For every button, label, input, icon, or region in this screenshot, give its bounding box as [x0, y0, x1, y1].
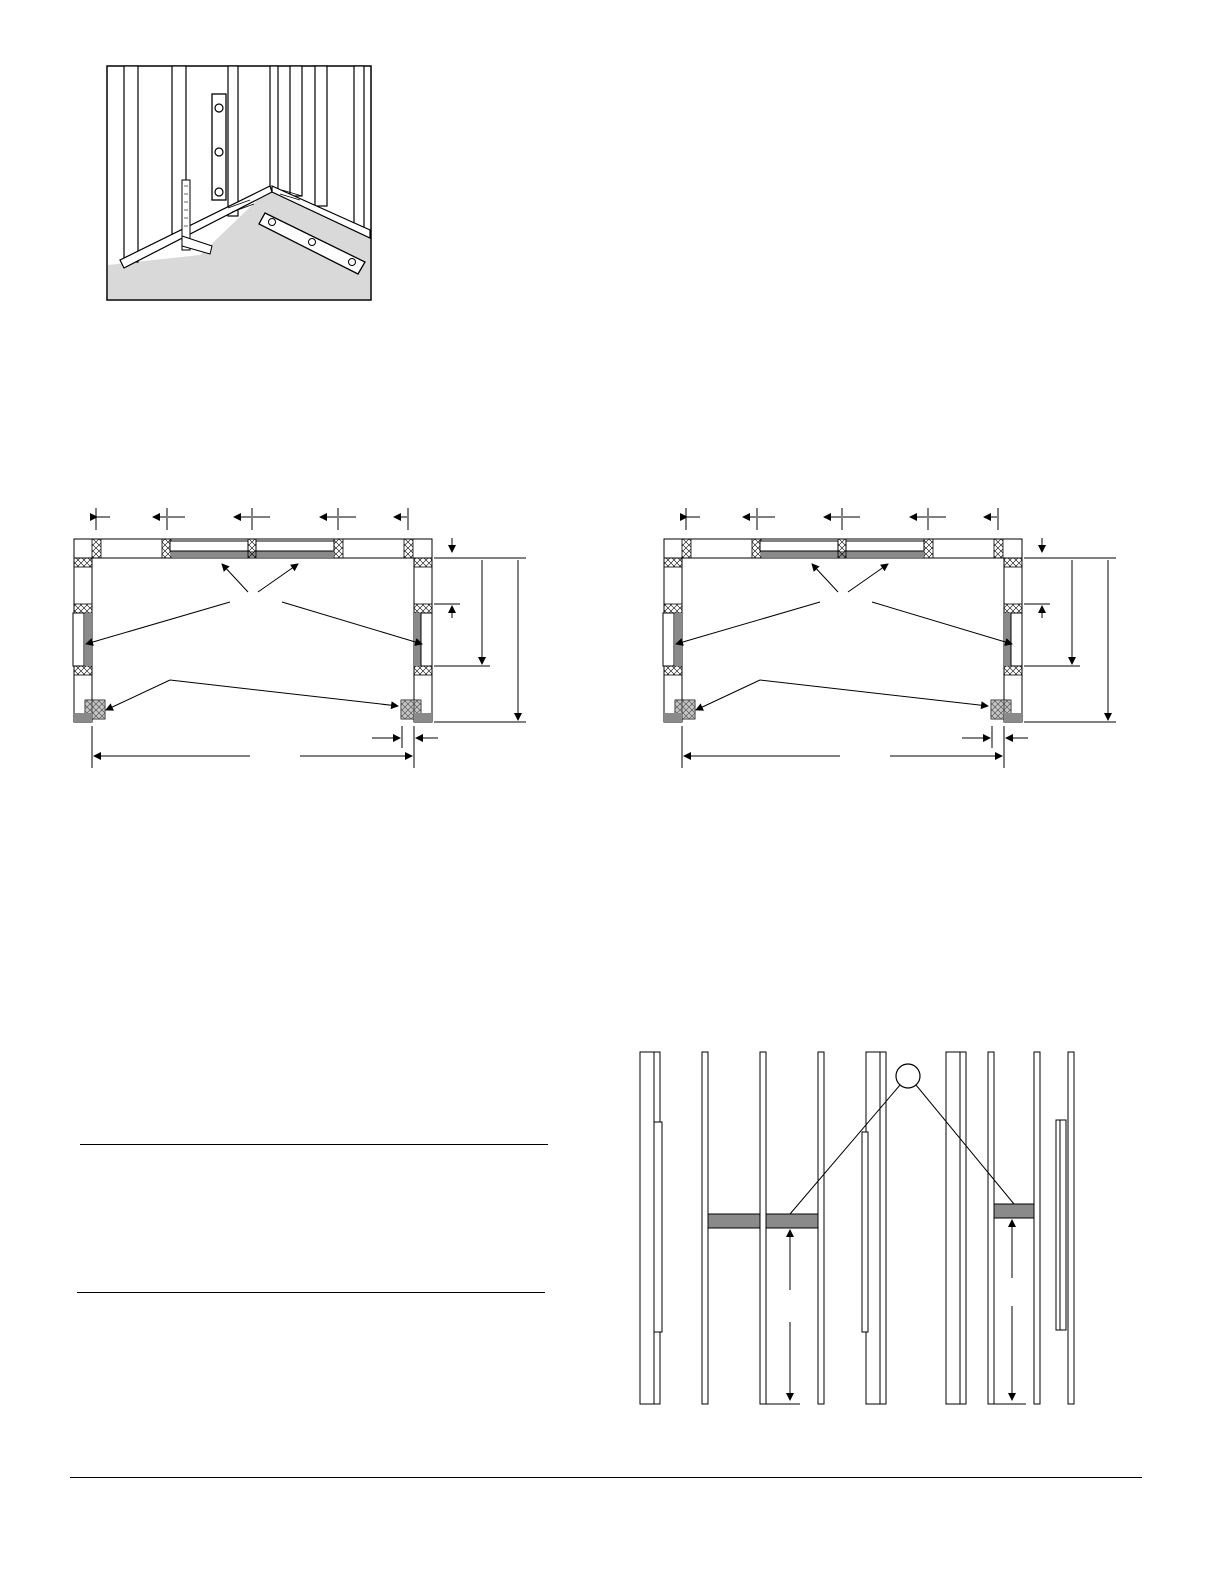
section-rule-bottom	[77, 1292, 545, 1293]
framing-plan-right	[650, 500, 1150, 780]
wall-corner-illustration	[100, 60, 380, 310]
footer-rule	[70, 1477, 1142, 1478]
framing-plan-left	[60, 500, 560, 780]
section-rule-top	[80, 1144, 548, 1145]
stud-blocking-elevation	[630, 1040, 1090, 1420]
